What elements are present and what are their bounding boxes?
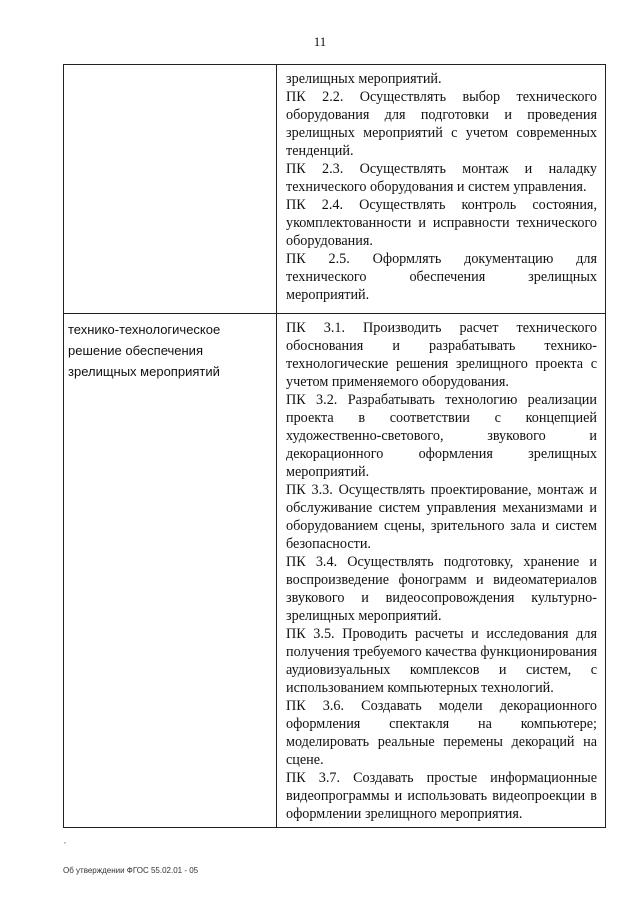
competencies-cell	[277, 314, 606, 828]
competency-item: ПК 2.4. Осуществлять контроль состояния, укомплектованности и исправности технического оборудования.	[286, 197, 597, 249]
competency-item: ПК 3.7. Создавать простые информационные видеопрограммы и использовать видеопроекции в оформлении зрелищного мероприятия.	[286, 770, 597, 822]
table-row	[64, 314, 606, 828]
competency-item: ПК 3.2. Разрабатывать технологию реализации проекта в соответствии с концепцией художественно-светового, звукового и декорационного оформления зрелищных мероприятий.	[286, 392, 597, 480]
competency-item: ПК 2.2. Осуществлять выбор технического оборудования для подготовки и проведения зрелищных мероприятий с учетом современных тенденций.	[286, 89, 597, 159]
competency-continuation: зрелищных мероприятий.	[286, 71, 442, 87]
table-row	[64, 65, 606, 314]
activity-cell	[64, 314, 277, 828]
activity-cell	[64, 65, 277, 314]
competency-item: ПК 3.1. Производить расчет технического обоснования и разрабатывать технико-технологические решения зрелищного проекта с учетом применяемого оборудования.	[286, 320, 597, 390]
page-number: 11	[313, 34, 327, 49]
activity-title	[64, 65, 276, 70]
competency-item: ПК 3.4. Осуществлять подготовку, хранение и воспроизведение фонограмм и видеоматериалов звукового и видеосопровождения культурно-зрелищных мероприятий.	[286, 554, 597, 624]
competency-item: ПК 3.3. Осуществлять проектирование, монтаж и обслуживание систем управления механизмами и оборудованием сцены, зрительного зала и систем безопасности.	[286, 482, 597, 552]
competency-item: ПК 3.5. Проводить расчеты и исследования для получения требуемого качества функционирования аудиовизуальных комплексов и систем, с использованием компьютерных технологий.	[286, 626, 597, 696]
margin-mark: ,	[64, 836, 66, 845]
competency-item: ПК 2.3. Осуществлять монтаж и наладку технического оборудования и систем управления.	[286, 161, 597, 195]
document-footer: Об утверждении ФГОС 55.02.01 - 05	[63, 866, 199, 875]
competencies-cell	[277, 65, 606, 314]
activity-title: технико-технологическое решение обеспечения зрелищных мероприятий	[68, 322, 221, 379]
competencies-table	[63, 64, 606, 828]
competency-item: ПК 2.5. Оформлять документацию для технического обеспечения зрелищных мероприятий.	[286, 251, 597, 303]
competency-item: ПК 3.6. Создавать модели декорационного оформления спектакля на компьютере; моделировать реальные перемены декораций на сцене.	[286, 698, 597, 768]
